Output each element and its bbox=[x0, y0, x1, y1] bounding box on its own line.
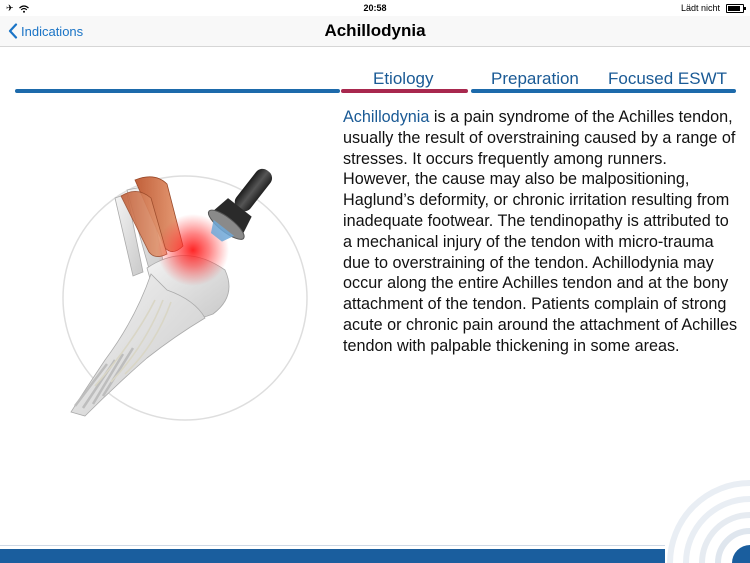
description-text bbox=[343, 107, 738, 357]
indication-term: Achillodynia bbox=[343, 108, 430, 126]
back-button-label: Indications bbox=[21, 23, 84, 39]
tab-focused-eswt[interactable]: Focused ESWT bbox=[608, 69, 728, 88]
charging-status: Lädt nicht bbox=[680, 3, 720, 13]
page-title: Achillodynia bbox=[324, 21, 426, 40]
navigation-bar bbox=[0, 16, 750, 47]
tab-etiology[interactable]: Etiology bbox=[373, 69, 434, 88]
bottom-bar bbox=[0, 549, 665, 563]
description-body: is a pain syndrome of the Achilles tendon, usually the result of overstraining caused by a range of stresses. It occurs frequently among runners. However, the cause may also be malpositioning, Haglund’s deformity, or chronic irritation resulting from inadequate footwear. The tendinopathy is attributed to a mechanical injury of the tendon with micro-trauma due to overstraining of the tendon. Achillodynia may occur along the entire Achilles tendon and at the bony attachment of the tendon. Patients complain of strong acute or chronic pain around the attachment of Achilles tendon with palpable thickening in some areas. bbox=[343, 108, 738, 355]
status-time: 20:58 bbox=[363, 3, 387, 13]
tab-preparation[interactable]: Preparation bbox=[491, 69, 579, 88]
bottom-divider bbox=[0, 545, 665, 546]
airplane-icon: ✈ bbox=[6, 3, 14, 13]
tab-underline-right bbox=[471, 89, 736, 93]
corner-wave-icon bbox=[660, 473, 750, 563]
tab-active-indicator bbox=[341, 89, 468, 93]
foot-eswt-illustration bbox=[55, 150, 315, 425]
tab-underline-left bbox=[15, 89, 340, 93]
battery-icon bbox=[726, 4, 744, 13]
status-right bbox=[681, 3, 744, 13]
status-bar bbox=[0, 0, 750, 16]
